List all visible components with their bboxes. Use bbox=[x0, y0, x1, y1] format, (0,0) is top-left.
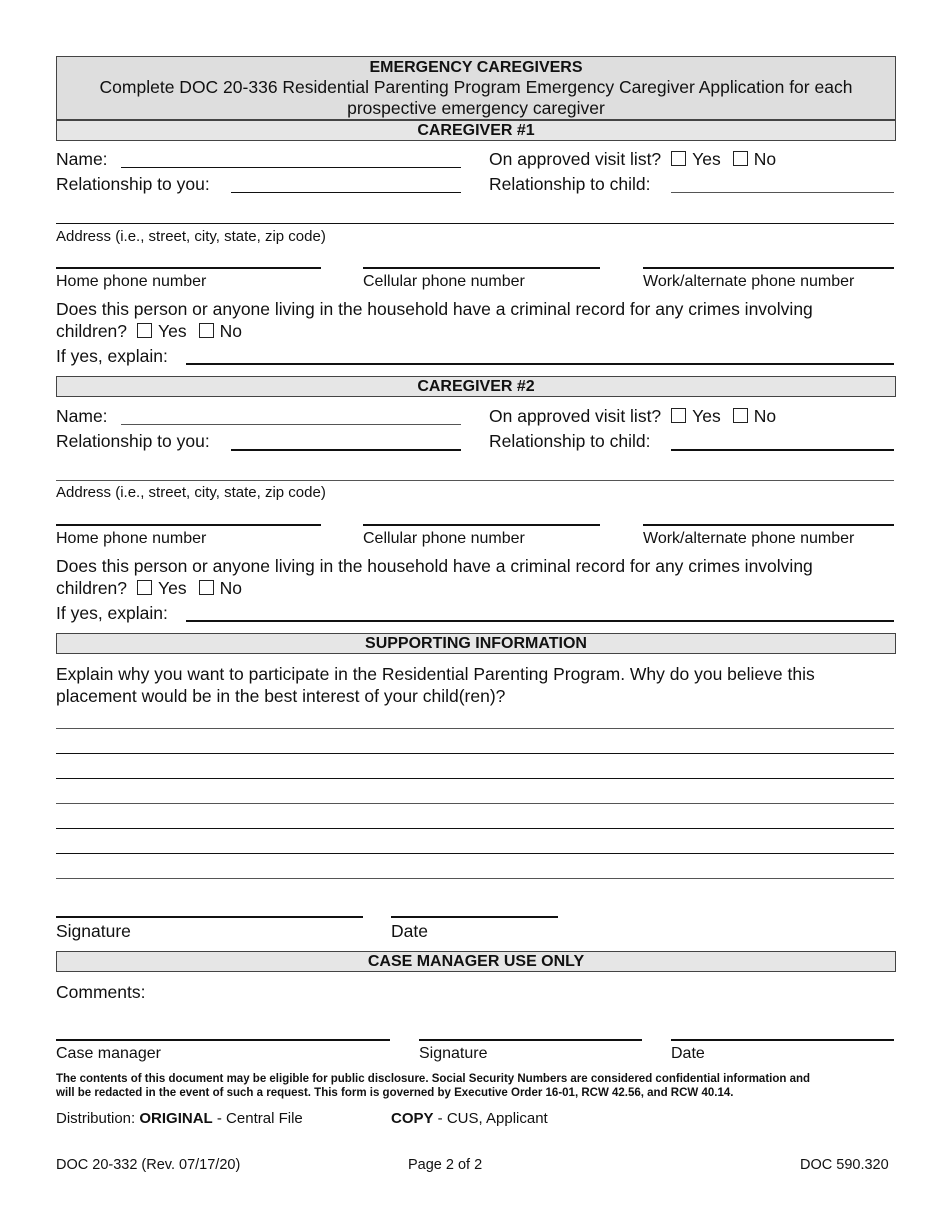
c1-work-phone-caption: Work/alternate phone number bbox=[643, 273, 855, 290]
case-manager-signature-field[interactable] bbox=[419, 1039, 642, 1041]
signature-caption: Signature bbox=[56, 921, 131, 941]
c1-address-field[interactable] bbox=[56, 223, 894, 224]
distribution-label: Distribution: bbox=[56, 1110, 136, 1127]
case-manager-caption: Case manager bbox=[56, 1045, 161, 1062]
c1-rel-you-field[interactable] bbox=[231, 192, 461, 193]
c2-cell-phone-field[interactable] bbox=[363, 524, 600, 526]
c2-rel-child-label: Relationship to child: bbox=[489, 431, 651, 451]
c1-criminal-question-line1: Does this person or anyone living in the household have a criminal record for any crimes involving bbox=[56, 299, 813, 319]
c2-work-phone-caption: Work/alternate phone number bbox=[643, 530, 855, 547]
case-manager-heading: CASE MANAGER USE ONLY bbox=[56, 951, 896, 972]
c1-criminal-question-line2 bbox=[56, 321, 242, 342]
c2-criminal-no-label: No bbox=[219, 578, 242, 598]
supporting-heading: SUPPORTING INFORMATION bbox=[56, 633, 896, 654]
c1-address-caption: Address (i.e., street, city, state, zip code) bbox=[56, 228, 326, 245]
c1-rel-child-label: Relationship to child: bbox=[489, 174, 651, 194]
c1-home-phone-field[interactable] bbox=[56, 267, 321, 269]
c1-visit-list bbox=[489, 149, 776, 170]
c2-rel-you-field[interactable] bbox=[231, 449, 461, 451]
case-manager-field[interactable] bbox=[56, 1039, 390, 1041]
c2-explain-label: If yes, explain: bbox=[56, 603, 168, 623]
c2-rel-you-label: Relationship to you: bbox=[56, 431, 210, 451]
distribution-original bbox=[56, 1110, 303, 1128]
c2-visit-no-checkbox[interactable] bbox=[733, 408, 748, 423]
notice-line1: The contents of this document may be eligible for public disclosure. Social Security Numbers are considered confidential information and bbox=[56, 1073, 811, 1085]
answer-line[interactable] bbox=[56, 728, 894, 729]
answer-line[interactable] bbox=[56, 878, 894, 879]
c1-criminal-yes-label: Yes bbox=[158, 321, 187, 341]
c2-work-phone-field[interactable] bbox=[643, 524, 894, 526]
c1-criminal-no-checkbox[interactable] bbox=[199, 323, 214, 338]
answer-line[interactable] bbox=[56, 853, 894, 854]
header-instruction-line1: Complete DOC 20-336 Residential Parenting Program Emergency Caregiver Application for each bbox=[99, 77, 853, 97]
c2-rel-child-field[interactable] bbox=[671, 449, 894, 451]
c2-home-phone-caption: Home phone number bbox=[56, 530, 207, 547]
notice-line2: will be redacted in the event of such a request. This form is governed by Executive Order 16-01, RCW 42.56, and RCW 40.14. bbox=[56, 1087, 734, 1099]
supporting-question-line1: Explain why you want to participate in the Residential Parenting Program. Why do you believe this bbox=[56, 664, 815, 684]
distribution-copy-bold: COPY bbox=[391, 1110, 434, 1127]
c2-visit-list bbox=[489, 406, 776, 427]
distribution-original-bold: ORIGINAL bbox=[139, 1110, 213, 1127]
c2-criminal-question-line1: Does this person or anyone living in the household have a criminal record for any crimes involving bbox=[56, 556, 813, 576]
answer-line[interactable] bbox=[56, 828, 894, 829]
c2-visit-yes-label: Yes bbox=[692, 406, 721, 426]
c2-criminal-question-line2 bbox=[56, 578, 242, 599]
footer-form-id: DOC 20-332 (Rev. 07/17/20) bbox=[56, 1157, 241, 1173]
c1-criminal-no-label: No bbox=[219, 321, 242, 341]
case-manager-signature-caption: Signature bbox=[419, 1045, 488, 1062]
c1-name-field[interactable] bbox=[121, 167, 461, 168]
c2-explain-field[interactable] bbox=[186, 620, 894, 622]
c1-explain-field[interactable] bbox=[186, 363, 894, 365]
public-disclosure-notice bbox=[56, 1072, 896, 1100]
comments-label: Comments: bbox=[56, 982, 146, 1002]
c1-criminal-yes-checkbox[interactable] bbox=[137, 323, 152, 338]
c1-rel-child-field[interactable] bbox=[671, 192, 894, 193]
c2-name-label: Name: bbox=[56, 406, 108, 426]
c1-visit-yes-checkbox[interactable] bbox=[671, 151, 686, 166]
distribution-copy-rest: - CUS, Applicant bbox=[433, 1110, 548, 1127]
c2-address-caption: Address (i.e., street, city, state, zip code) bbox=[56, 484, 326, 501]
supporting-question-line2: placement would be in the best interest of your child(ren)? bbox=[56, 686, 506, 706]
caregiver2-heading: CAREGIVER #2 bbox=[56, 376, 896, 397]
answer-line[interactable] bbox=[56, 753, 894, 754]
c2-criminal-yes-label: Yes bbox=[158, 578, 187, 598]
distribution-original-rest: - Central File bbox=[212, 1110, 303, 1127]
c1-visit-no-checkbox[interactable] bbox=[733, 151, 748, 166]
c1-visit-yes-label: Yes bbox=[692, 149, 721, 169]
case-manager-date-field[interactable] bbox=[671, 1039, 894, 1041]
c2-visit-label: On approved visit list? bbox=[489, 406, 662, 426]
c2-criminal-question-children: children? bbox=[56, 578, 128, 598]
form-header bbox=[56, 56, 896, 120]
case-manager-date-caption: Date bbox=[671, 1045, 705, 1062]
header-instruction-line2: prospective emergency caregiver bbox=[347, 98, 605, 118]
footer-page-number: Page 2 of 2 bbox=[408, 1157, 483, 1173]
applicant-date-field[interactable] bbox=[391, 916, 558, 918]
c2-home-phone-field[interactable] bbox=[56, 524, 321, 526]
date-caption: Date bbox=[391, 921, 428, 941]
c1-home-phone-caption: Home phone number bbox=[56, 273, 207, 290]
c1-criminal-question-children: children? bbox=[56, 321, 128, 341]
c1-explain-label: If yes, explain: bbox=[56, 346, 168, 366]
comments-field[interactable] bbox=[160, 982, 894, 1022]
caregiver1-heading: CAREGIVER #1 bbox=[56, 120, 896, 141]
c1-cell-phone-caption: Cellular phone number bbox=[363, 273, 525, 290]
c1-rel-you-label: Relationship to you: bbox=[56, 174, 210, 194]
c1-visit-no-label: No bbox=[753, 149, 777, 169]
c1-name-label: Name: bbox=[56, 149, 108, 169]
answer-line[interactable] bbox=[56, 803, 894, 804]
c1-visit-label: On approved visit list? bbox=[489, 149, 662, 169]
footer-policy-number: DOC 590.320 bbox=[800, 1157, 889, 1173]
c2-criminal-no-checkbox[interactable] bbox=[199, 580, 214, 595]
header-title: EMERGENCY CAREGIVERS bbox=[369, 59, 583, 76]
distribution-copy bbox=[391, 1110, 548, 1128]
c2-visit-no-label: No bbox=[753, 406, 777, 426]
c2-address-field[interactable] bbox=[56, 480, 894, 481]
c2-cell-phone-caption: Cellular phone number bbox=[363, 530, 525, 547]
c2-visit-yes-checkbox[interactable] bbox=[671, 408, 686, 423]
c2-name-field[interactable] bbox=[121, 424, 461, 425]
answer-line[interactable] bbox=[56, 778, 894, 779]
c1-cell-phone-field[interactable] bbox=[363, 267, 600, 269]
c1-work-phone-field[interactable] bbox=[643, 267, 894, 269]
applicant-signature-field[interactable] bbox=[56, 916, 363, 918]
c2-criminal-yes-checkbox[interactable] bbox=[137, 580, 152, 595]
